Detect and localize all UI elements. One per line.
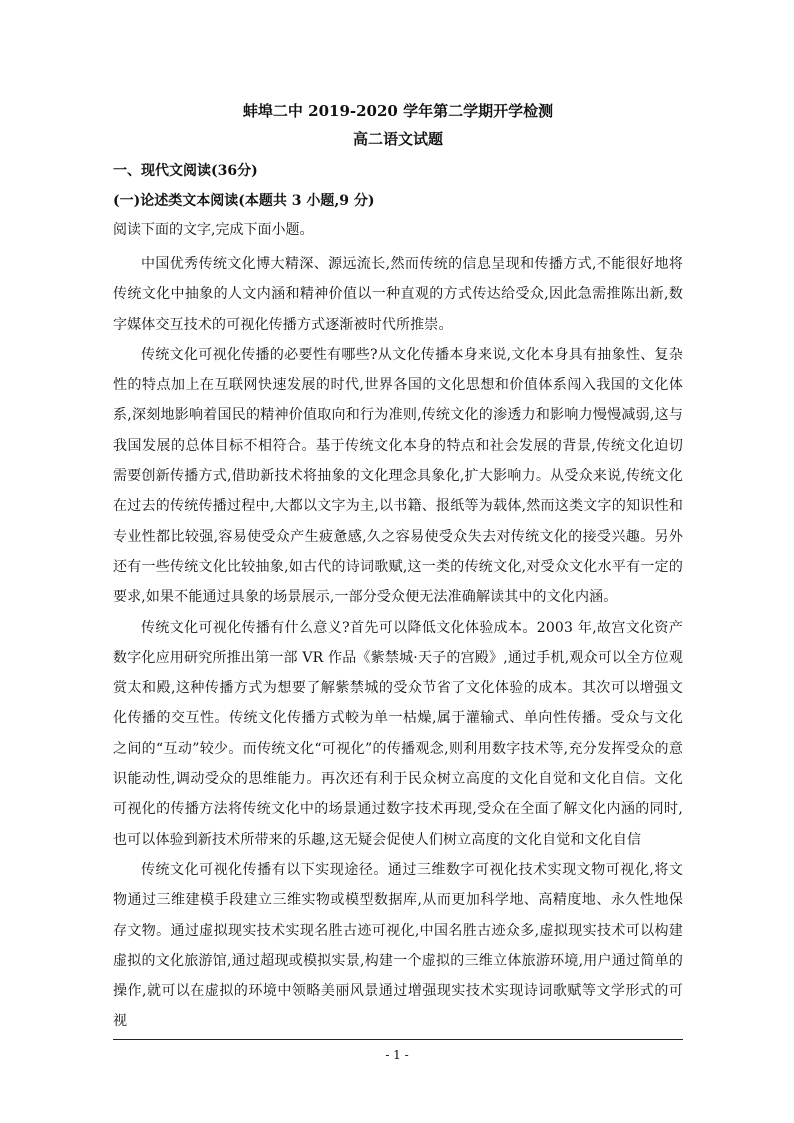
page-number: - 1 -	[385, 1048, 409, 1062]
footer-divider	[113, 1039, 683, 1040]
paragraph-4: 传统文化可视化传播有以下实现途径。通过三维数字可视化技术实现文物可视化,将文物通过三维建模手段建立三维实物或模型数据库,从而更加科学地、高精度地、永久性地保存文物。通过虚拟现实技术实现名胜古迹可视化,中国名胜古迹众多,虚拟现实技术可以构建虚拟的文化旅游馆,通过超现或模拟实景,构建一个虚拟的三维立体旅游环境,用户通过简单的操作,就可以在虚拟的环境中领略美丽风景通过增强现实技术实现诗词歌赋等文学形式的可视	[113, 861, 683, 1030]
paragraph-1: 中国优秀传统文化博大精深、源远流长,然而传统的信息呈现和传播方式,不能很好地将传统文化中抽象的人文内涵和精神价值以一种直观的方式传达给受众,因此急需推陈出新,数字媒体交互技术的可视化传播方式逐渐被时代所推崇。	[113, 256, 683, 333]
document-title: 蚌埠二中 2019-2020 学年第二学期开学检测	[242, 102, 554, 120]
paragraph-2: 传统文化可视化传播的必要性有哪些?从文化传播本身来说,文化本身具有抽象性、复杂性的特点加上在互联网快速发展的时代,世界各国的文化思想和价值体系闯入我国的文化体系,深刻地影响着国民的精神价值取向和行为准则,传统文化的渗透力和影响力慢慢减弱,这与我国发展的总体目标不相符合。基于传统文化本身的特点和社会发展的背景,传统文化迫切需要创新传播方式,借助新技术将抽象的文化理念具象化,扩大影响力。从受众来说,传统文化在过去的传统传播过程中,大都以文字为主,以书籍、报纸等为载体,然而这类文字的知识性和专业性都比较强,容易使受众产生疲惫感,久之容易使受众失去对传统文化的接受兴趣。另外还有一些传统文化比较抽象,如古代的诗词歌赋,这一类的传统文化,对受众文化水平有一定的要求,如果不能通过具象的场景展示,一部分受众便无法准确解读其中的文化内涵。	[113, 346, 683, 606]
sub-section-heading: (一)论述类文本阅读(本题共 3 小题,9 分)	[113, 193, 375, 209]
section-heading: 一、现代文阅读(36分)	[113, 163, 258, 179]
document-subtitle: 高二语文试题	[352, 130, 443, 148]
paragraph-3: 传统文化可视化传播有什么意义?首先可以降低文化体验成本。2003 年,故宫文化资产数字化应用研究所推出第一部 VR 作品《紫禁城·天子的宫殿》,通过手机,观众可以全方位观赏太和殿,这种传播方式为想要了解紫禁城的受众节省了文化体验的成本。其次可以增强文化传播的交互性。传统文化传播方式較为单一枯燥,属于灌输式、单向性传播。受众与文化之间的“互动”较少。而传统文化“可视化”的传播观念,则利用数字技术等,充分发挥受众的意识能动性,调动受众的思维能力。再次还有利于民众树立高度的文化自觉和文化自信。文化可视化的传播方法将传统文化中的场景通过数字技术再现,受众在全面了解文化内涵的同时,也可以体验到新技术所带来的乐趣,这无疑会促使人们树立高度的文化自觉和文化自信	[113, 619, 683, 848]
reading-instruction: 阅读下面的文字,完成下面小题。	[113, 222, 314, 238]
document-body	[113, 101, 683, 1037]
